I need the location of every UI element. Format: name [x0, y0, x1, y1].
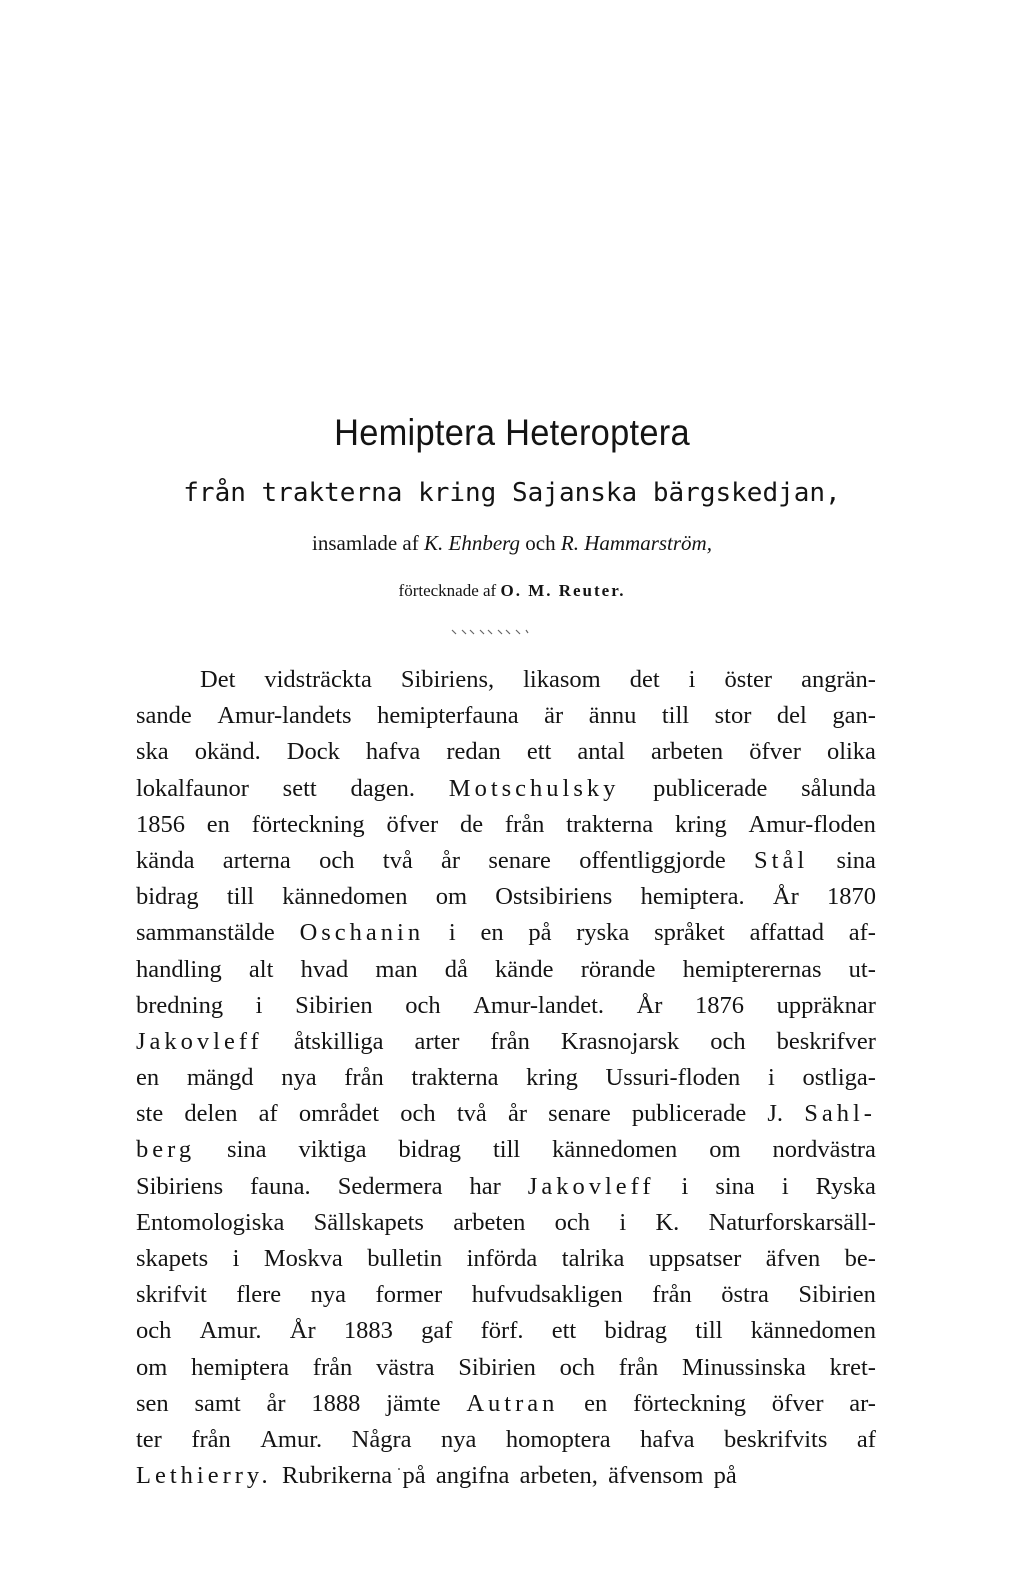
- collector-name-2: R. Hammarström,: [560, 531, 712, 555]
- ornament-divider: [440, 628, 540, 636]
- body-line: sen samt år 1888 jämte Autran en förteckning öfver ar-: [136, 1389, 876, 1417]
- collectors-conjunction: och: [525, 531, 556, 555]
- body-line: bidrag till kännedomen om Ostsibiriens hemiptera. År 1870: [136, 883, 876, 911]
- page-subtitle: från trakterna kring Sajanska bärgskedjan,: [183, 478, 841, 508]
- body-line: handling alt hvad man då kände rörande hemipterernas ut-: [136, 955, 876, 983]
- collector-name-1: K. Ehnberg: [423, 531, 521, 555]
- body-line: skapets i Moskva bulletin införda talrika uppsatser äfven be-: [136, 1245, 876, 1272]
- body-line: en mängd nya från trakterna kring Ussuri-floden i ostliga-: [136, 1064, 876, 1092]
- body-line: kända arterna och två år senare offentliggjorde Stål sina: [136, 846, 876, 874]
- speck: [398, 1468, 400, 1470]
- body-line: berg sina viktiga bidrag till kännedomen om nordvästra: [136, 1136, 876, 1164]
- body-line: Jakovleff åtskilliga arter från Krasnojarsk och beskrifver: [136, 1027, 876, 1055]
- body-line: och Amur. År 1883 gaf förf. ett bidrag till kännedomen: [136, 1317, 876, 1345]
- compiler-line: [0, 581, 1024, 601]
- compiler-name: O. M. Reuter.: [500, 581, 626, 600]
- body-line: Sibiriens fauna. Sedermera har Jakovleff i sina i Ryska: [136, 1172, 876, 1200]
- body-paragraph: [136, 662, 876, 1494]
- collectors-prefix: insamlade af: [312, 531, 419, 555]
- body-line: ste delen af området och två år senare publicerade J. Sahl-: [136, 1100, 876, 1128]
- body-line: om hemiptera från västra Sibirien och från Minussinska kret-: [136, 1353, 876, 1381]
- page-title: Hemiptera Heteroptera: [334, 412, 690, 453]
- collectors-line: [0, 531, 1024, 556]
- body-line: skrifvit flere nya former hufvudsakligen från östra Sibirien: [136, 1281, 876, 1309]
- body-line: Lethierry. Rubrikerna på angifna arbeten, äfvensom på: [136, 1462, 737, 1490]
- body-line: bredning i Sibirien och Amur-landet. År 1876 uppräknar: [136, 991, 876, 1019]
- body-line: ter från Amur. Några nya homoptera hafva beskrifvits af: [136, 1425, 876, 1453]
- body-line: Entomologiska Sällskapets arbeten och i K. Naturforskarsäll-: [136, 1208, 876, 1236]
- body-line: 1856 en förteckning öfver de från trakterna kring Amur-floden: [136, 810, 876, 838]
- body-line: lokalfaunor sett dagen. Motschulsky publicerade sålunda: [136, 774, 876, 802]
- body-line: sande Amur-landets hemipterfauna är ännu till stor del gan-: [136, 702, 876, 730]
- body-line: sammanstälde Oschanin i en på ryska språket affattad af-: [136, 919, 876, 947]
- body-line: ska okänd. Dock hafva redan ett antal arbeten öfver olika: [136, 738, 876, 766]
- compiler-prefix: förtecknade af: [398, 581, 497, 600]
- body-line: Det vidsträckta Sibiriens, likasom det i öster angrän-: [200, 666, 876, 693]
